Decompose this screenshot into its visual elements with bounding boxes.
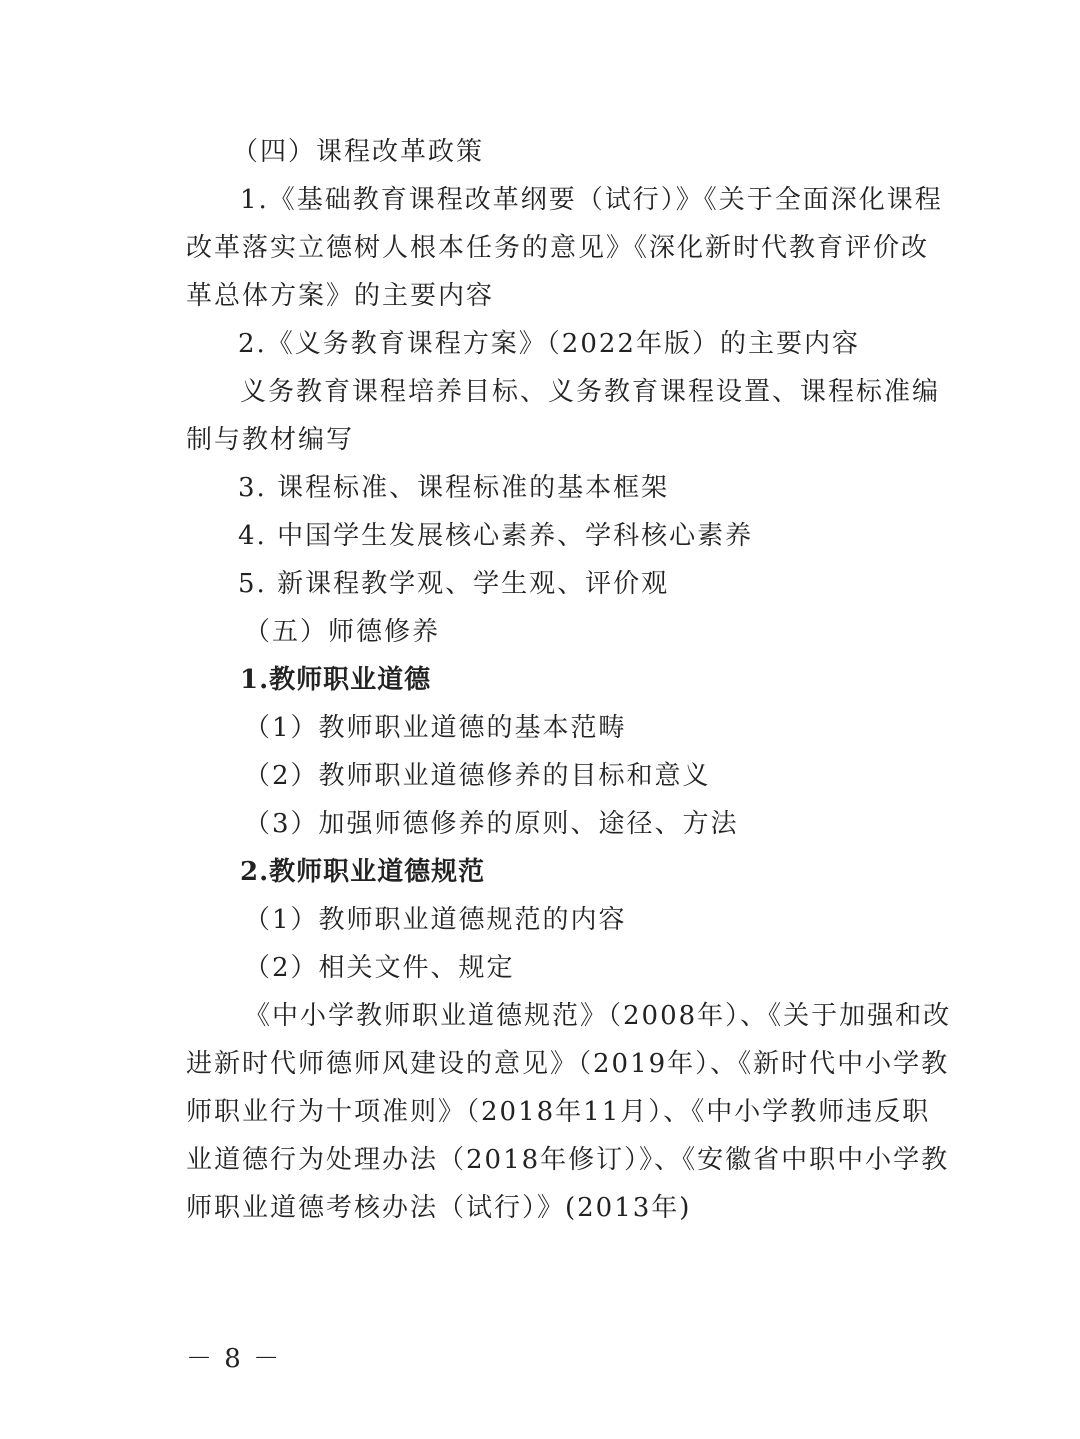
paragraph-line: 1.《基础教育课程改革纲要（试行）》《关于全面深化课程 <box>240 185 943 215</box>
list-item: （2）相关文件、规定 <box>244 953 515 983</box>
list-item: （3）加强师德修养的原则、途径、方法 <box>244 809 739 839</box>
list-item: 4. 中国学生发展核心素养、学科核心素养 <box>238 521 754 551</box>
paragraph-line: 义务教育课程培养目标、义务教育课程设置、课程标准编 <box>240 377 941 407</box>
list-item: （2）教师职业道德修养的目标和意义 <box>244 761 711 791</box>
list-item: 5. 新课程教学观、学生观、评价观 <box>238 569 670 599</box>
section-heading-teacher-ethics: （五）师德修养 <box>244 617 441 647</box>
paragraph-line: 改革落实立德树人根本任务的意见》《深化新时代教育评价改 <box>186 233 930 263</box>
subheading: 1.教师职业道德 <box>240 665 432 695</box>
page-number: － 8 － <box>186 1344 282 1374</box>
paragraph-line: 《中小学教师职业道德规范》（2008年）、《关于加强和改 <box>244 1001 952 1031</box>
section-heading-curriculum-reform: （四）课程改革政策 <box>232 137 485 167</box>
paragraph-line: 业道德行为处理办法（2018年修订）》、《安徽省中职中小学教 <box>186 1145 950 1175</box>
paragraph-line: 革总体方案》的主要内容 <box>186 281 495 311</box>
subheading: 2.教师职业道德规范 <box>240 857 486 887</box>
paragraph-line: 师职业道德考核办法（试行）》(2013年) <box>186 1193 692 1223</box>
paragraph-line: 进新时代师德师风建设的意见》（2019年）、《新时代中小学教 <box>186 1049 950 1079</box>
list-item: （1）教师职业道德的基本范畴 <box>244 713 627 743</box>
paragraph-line: 制与教材编写 <box>186 425 355 455</box>
list-item: （1）教师职业道德规范的内容 <box>244 905 627 935</box>
list-item: 3. 课程标准、课程标准的基本框架 <box>238 473 670 503</box>
paragraph-line: 师职业行为十项准则》（2018年11月）、《中小学教师违反职 <box>186 1097 931 1127</box>
list-item: 2.《义务教育课程方案》（2022年版）的主要内容 <box>238 329 860 359</box>
